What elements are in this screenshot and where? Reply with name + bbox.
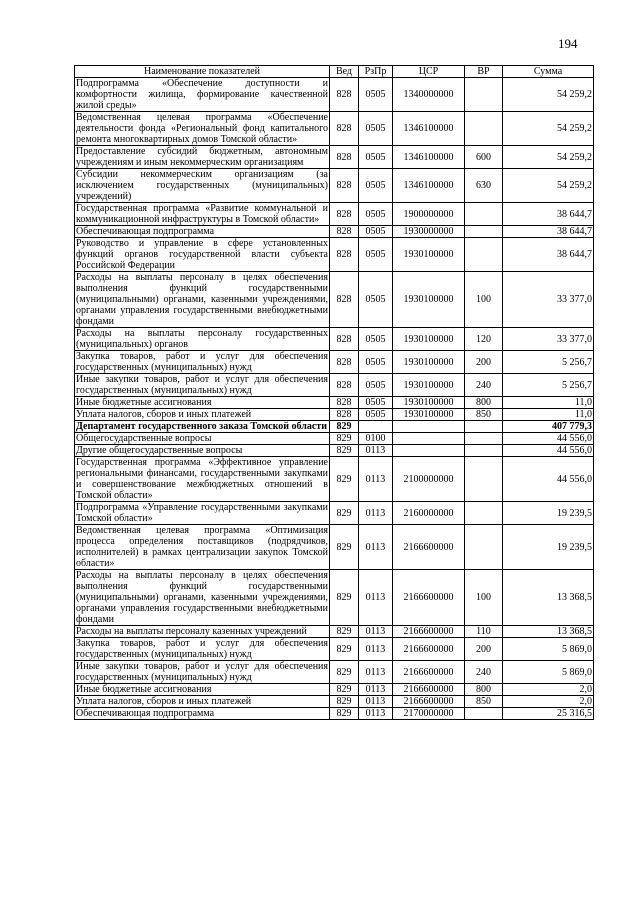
cell-rzpr: 0113 <box>359 525 393 570</box>
cell-vr: 200 <box>465 351 503 374</box>
cell-csr: 1930100000 <box>393 238 465 272</box>
cell-vr: 110 <box>465 626 503 638</box>
table-row <box>75 328 594 351</box>
table-row <box>75 696 594 708</box>
table-row <box>75 203 594 226</box>
cell-ved: 829 <box>330 684 359 696</box>
table-row <box>75 445 594 457</box>
table-row <box>75 708 594 720</box>
cell-csr: 1346100000 <box>393 146 465 169</box>
cell-csr: 1930100000 <box>393 351 465 374</box>
cell-sum: 19 239,5 <box>503 502 594 525</box>
cell-rzpr: 0505 <box>359 226 393 238</box>
cell-name: Расходы на выплаты персоналу государственных (муниципальных) органов <box>76 328 328 350</box>
cell-csr: 2166600000 <box>393 638 465 661</box>
cell-name: Расходы на выплаты персоналу в целях обеспечения выполнения функций государственными (муниципальными) органами, казенными учреждениями, органами управления государственными внебюджетными фондами <box>76 570 328 625</box>
cell-name: Иные бюджетные ассигнования <box>75 397 330 409</box>
cell-rzpr: 0505 <box>359 146 393 169</box>
cell-sum: 5 256,7 <box>503 351 594 374</box>
cell-name: Обеспечивающая подпрограмма <box>75 708 330 720</box>
cell-ved: 828 <box>330 112 359 146</box>
table-row <box>75 226 594 238</box>
cell-rzpr: 0505 <box>359 351 393 374</box>
table-row <box>75 374 594 397</box>
table-row <box>75 112 594 146</box>
cell-rzpr: 0505 <box>359 78 393 112</box>
cell-csr: 1930100000 <box>393 272 465 328</box>
cell-rzpr: 0113 <box>359 626 393 638</box>
cell-name: Государственная программа «Эффективное управление региональными финансами, государственными закупками и совершенствование межбюджетных отношений в Томской области» <box>76 457 328 501</box>
table-row <box>75 433 594 445</box>
cell-ved: 829 <box>330 525 359 570</box>
table-row <box>75 525 594 570</box>
cell-ved: 828 <box>330 272 359 328</box>
cell-rzpr: 0113 <box>359 502 393 525</box>
table-row <box>75 570 594 626</box>
table-row <box>75 238 594 272</box>
cell-name: Ведомственная целевая программа «Обеспечение деятельности фонда «Региональный фонд капитального ремонта многоквартирных домов Томской области» <box>76 112 328 145</box>
cell-vr: 850 <box>465 409 503 421</box>
cell-csr: 2166600000 <box>393 696 465 708</box>
cell-ved: 829 <box>330 502 359 525</box>
cell-vr: 120 <box>465 328 503 351</box>
cell-sum: 407 779,3 <box>503 421 594 433</box>
table-row <box>75 457 594 502</box>
cell-csr: 1930100000 <box>393 409 465 421</box>
cell-sum: 54 259,2 <box>503 169 594 203</box>
header-ved: Вед <box>330 66 359 78</box>
cell-ved: 828 <box>330 238 359 272</box>
cell-sum: 2,0 <box>503 696 594 708</box>
cell-sum: 11,0 <box>503 409 594 421</box>
cell-vr <box>465 457 503 502</box>
cell-csr: 2166600000 <box>393 626 465 638</box>
cell-csr: 1346100000 <box>393 112 465 146</box>
table-row <box>75 169 594 203</box>
table-row <box>75 409 594 421</box>
cell-ved: 828 <box>330 397 359 409</box>
cell-sum: 44 556,0 <box>503 457 594 502</box>
cell-rzpr: 0505 <box>359 203 393 226</box>
cell-ved: 829 <box>330 570 359 626</box>
cell-name: Иные закупки товаров, работ и услуг для обеспечения государственных (муниципальных) нужд <box>76 374 328 396</box>
cell-name: Уплата налогов, сборов и иных платежей <box>75 409 330 421</box>
table-row <box>75 661 594 684</box>
cell-csr: 1930100000 <box>393 397 465 409</box>
cell-name: Руководство и управление в сфере установленных функций органов государственной власти субъекта Российской Федерации <box>76 238 328 271</box>
cell-vr: 240 <box>465 374 503 397</box>
header-sum: Сумма <box>503 66 594 78</box>
cell-ved: 828 <box>330 351 359 374</box>
cell-vr <box>465 203 503 226</box>
cell-sum: 33 377,0 <box>503 272 594 328</box>
cell-name: Расходы на выплаты персоналу казенных учреждений <box>75 626 330 638</box>
cell-vr: 100 <box>465 272 503 328</box>
cell-name: Закупка товаров, работ и услуг для обеспечения государственных (муниципальных) нужд <box>76 638 328 660</box>
cell-ved: 828 <box>330 203 359 226</box>
cell-name: Другие общегосударственные вопросы <box>75 445 330 457</box>
cell-name: Подпрограмма «Обеспечение доступности и комфортности жилища, формирование качественной жилой среды» <box>76 78 328 111</box>
cell-rzpr: 0113 <box>359 661 393 684</box>
cell-csr: 2166600000 <box>393 684 465 696</box>
cell-vr <box>465 226 503 238</box>
cell-sum: 13 368,5 <box>503 626 594 638</box>
cell-name: Расходы на выплаты персоналу в целях обеспечения выполнения функций государственными (муниципальными) органами, казенными учреждениями, органами управления государственными внебюджетными фондами <box>76 272 328 327</box>
cell-vr <box>465 238 503 272</box>
cell-ved: 829 <box>330 661 359 684</box>
cell-ved: 828 <box>330 226 359 238</box>
cell-sum: 54 259,2 <box>503 78 594 112</box>
cell-name: Субсидии некоммерческим организациям (за исключением государственных (муниципальных) учреждений) <box>76 169 328 202</box>
header-vr: ВР <box>465 66 503 78</box>
cell-csr: 1930100000 <box>393 328 465 351</box>
cell-ved: 828 <box>330 169 359 203</box>
cell-csr: 2170000000 <box>393 708 465 720</box>
cell-csr: 1340000000 <box>393 78 465 112</box>
cell-rzpr: 0505 <box>359 409 393 421</box>
cell-sum: 54 259,2 <box>503 146 594 169</box>
cell-sum: 54 259,2 <box>503 112 594 146</box>
cell-sum: 11,0 <box>503 397 594 409</box>
cell-vr <box>465 78 503 112</box>
cell-ved: 829 <box>330 445 359 457</box>
table-row <box>75 272 594 328</box>
cell-vr: 800 <box>465 397 503 409</box>
cell-rzpr: 0505 <box>359 374 393 397</box>
cell-rzpr: 0505 <box>359 112 393 146</box>
cell-rzpr <box>359 421 393 433</box>
cell-sum: 5 869,0 <box>503 661 594 684</box>
cell-ved: 829 <box>330 433 359 445</box>
cell-vr <box>465 708 503 720</box>
cell-sum: 38 644,7 <box>503 226 594 238</box>
cell-name: Ведомственная целевая программа «Оптимизация процесса определения поставщиков (подрядчиков, исполнителей) в рамках централизации закупок Томской области» <box>76 525 328 569</box>
cell-csr: 2166600000 <box>393 661 465 684</box>
cell-rzpr: 0505 <box>359 238 393 272</box>
table-row <box>75 421 594 433</box>
cell-vr: 200 <box>465 638 503 661</box>
cell-rzpr: 0113 <box>359 445 393 457</box>
cell-csr: 2100000000 <box>393 457 465 502</box>
cell-sum: 5 869,0 <box>503 638 594 661</box>
table-header-row <box>75 66 594 78</box>
cell-csr <box>393 421 465 433</box>
cell-ved: 828 <box>330 374 359 397</box>
cell-name: Закупка товаров, работ и услуг для обеспечения государственных (муниципальных) нужд <box>76 351 328 373</box>
cell-sum: 44 556,0 <box>503 433 594 445</box>
cell-name: Предоставление субсидий бюджетным, автономным учреждениям и иным некоммерческим организациям <box>76 146 328 168</box>
cell-rzpr: 0505 <box>359 397 393 409</box>
table-row <box>75 351 594 374</box>
cell-csr <box>393 445 465 457</box>
cell-vr: 800 <box>465 684 503 696</box>
cell-name: Государственная программа «Развитие коммунальной и коммуникационной инфраструктуры в Томской области» <box>76 203 328 225</box>
cell-ved: 829 <box>330 626 359 638</box>
cell-rzpr: 0505 <box>359 328 393 351</box>
cell-rzpr: 0113 <box>359 457 393 502</box>
cell-sum: 2,0 <box>503 684 594 696</box>
table-row <box>75 502 594 525</box>
budget-table <box>74 65 594 720</box>
cell-name: Общегосударственные вопросы <box>75 433 330 445</box>
cell-name: Департамент государственного заказа Томской области <box>75 421 330 433</box>
cell-vr: 630 <box>465 169 503 203</box>
cell-sum: 44 556,0 <box>503 445 594 457</box>
cell-csr: 2166600000 <box>393 525 465 570</box>
cell-sum: 5 256,7 <box>503 374 594 397</box>
cell-rzpr: 0113 <box>359 684 393 696</box>
cell-vr: 600 <box>465 146 503 169</box>
cell-rzpr: 0113 <box>359 708 393 720</box>
table-row <box>75 684 594 696</box>
cell-sum: 13 368,5 <box>503 570 594 626</box>
cell-sum: 38 644,7 <box>503 238 594 272</box>
cell-vr <box>465 421 503 433</box>
cell-rzpr: 0505 <box>359 169 393 203</box>
table-row <box>75 78 594 112</box>
cell-csr <box>393 433 465 445</box>
cell-vr: 100 <box>465 570 503 626</box>
cell-vr <box>465 433 503 445</box>
cell-name: Иные закупки товаров, работ и услуг для обеспечения государственных (муниципальных) нужд <box>76 661 328 683</box>
cell-csr: 2160000000 <box>393 502 465 525</box>
cell-ved: 829 <box>330 638 359 661</box>
cell-rzpr: 0113 <box>359 638 393 661</box>
cell-rzpr: 0113 <box>359 696 393 708</box>
cell-sum: 33 377,0 <box>503 328 594 351</box>
cell-rzpr: 0505 <box>359 272 393 328</box>
table-row <box>75 638 594 661</box>
cell-ved: 828 <box>330 146 359 169</box>
cell-ved: 829 <box>330 421 359 433</box>
cell-ved: 829 <box>330 708 359 720</box>
header-name: Наименование показателей <box>75 66 330 78</box>
header-rzpr: РзПр <box>359 66 393 78</box>
header-csr: ЦСР <box>393 66 465 78</box>
cell-ved: 829 <box>330 696 359 708</box>
cell-vr <box>465 502 503 525</box>
cell-csr: 1930000000 <box>393 226 465 238</box>
table-row <box>75 146 594 169</box>
cell-vr: 850 <box>465 696 503 708</box>
cell-name: Уплата налогов, сборов и иных платежей <box>75 696 330 708</box>
cell-name: Обеспечивающая подпрограмма <box>75 226 330 238</box>
cell-vr: 240 <box>465 661 503 684</box>
cell-vr <box>465 112 503 146</box>
cell-sum: 19 239,5 <box>503 525 594 570</box>
cell-sum: 38 644,7 <box>503 203 594 226</box>
cell-csr: 2166600000 <box>393 570 465 626</box>
table-row <box>75 397 594 409</box>
cell-rzpr: 0100 <box>359 433 393 445</box>
cell-ved: 828 <box>330 328 359 351</box>
cell-sum: 25 316,5 <box>503 708 594 720</box>
cell-vr <box>465 445 503 457</box>
cell-name: Иные бюджетные ассигнования <box>75 684 330 696</box>
cell-vr <box>465 525 503 570</box>
cell-ved: 829 <box>330 457 359 502</box>
cell-rzpr: 0113 <box>359 570 393 626</box>
cell-csr: 1900000000 <box>393 203 465 226</box>
page-number: 194 <box>558 36 578 51</box>
cell-csr: 1930100000 <box>393 374 465 397</box>
cell-name: Подпрограмма «Управление государственными закупками Томской области» <box>76 502 328 524</box>
cell-ved: 828 <box>330 78 359 112</box>
cell-ved: 828 <box>330 409 359 421</box>
cell-csr: 1346100000 <box>393 169 465 203</box>
table-row <box>75 626 594 638</box>
